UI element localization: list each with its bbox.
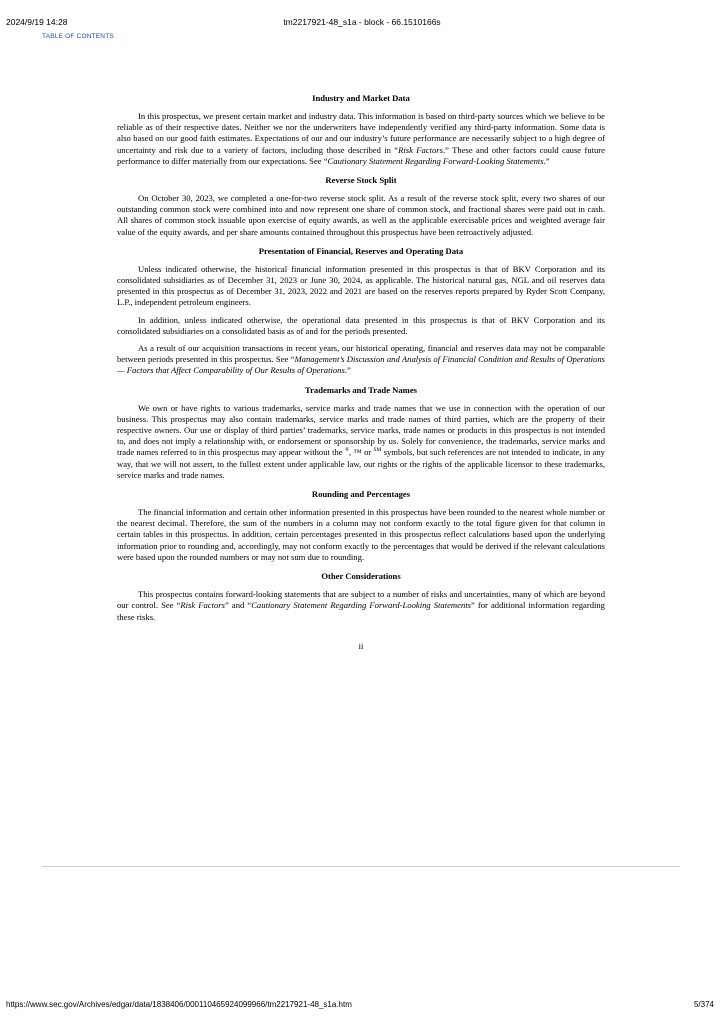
section-rounding	[117, 489, 605, 563]
section-heading: Other Considerations	[321, 571, 401, 582]
table-of-contents-link[interactable]: TABLE OF CONTENTS	[42, 33, 114, 40]
cautionary-statement-reference: Cautionary Statement Regarding Forward-Looking Statements	[327, 155, 544, 166]
paragraph: As a result of our acquisition transactions in recent years, our historical operating, financial and reserves data may not be comparable between periods presented in this prospectus. See “Management’s Discussion and Analysis of Financial Condition and Results of Operations — Factors that Affect Comparability of Our Results of Operations.”	[117, 343, 605, 376]
paragraph: On October 30, 2023, we completed a one-for-two reverse stock split. As a result of the reverse stock split, every two shares of our outstanding common stock were combined into and now represent one share of common stock, and fractional shares were paid out in cash. All shares of common stock issuable upon exercise of equity awards, as well as the applicable exercisable prices and weighted average fair value of the equity awards, and per share amounts contained throughout this prospectus have been retroactively adjusted.	[117, 193, 605, 237]
document-body	[117, 93, 605, 651]
section-heading: Reverse Stock Split	[325, 175, 397, 186]
print-footer-page-count: 5/374	[693, 1000, 714, 1009]
registered-symbol: ®	[344, 447, 350, 454]
section-heading: Presentation of Financial, Reserves and Operating Data	[258, 245, 464, 256]
print-footer-url: https://www.sec.gov/Archives/edgar/data/1838406/000110465924099966/tm2217921-48_s1a.htm	[6, 1000, 352, 1009]
page-divider	[42, 866, 680, 867]
paragraph: This prospectus contains forward-looking statements that are subject to a number of risks and uncertainties, many of which are beyond our control. See “Risk Factors” and “Cautionary Statement Regarding Forward-Looking Statements” for additional information regarding these risks.	[117, 589, 605, 622]
paragraph: Unless indicated otherwise, the historical financial information presented in this prospectus is that of BKV Corporation and its consolidated subsidiaries as of December 31, 2023 or June 30, 2024, as applicable. The historical natural gas, NGL and oil reserves data presented in this prospectus as of December 31, 2023, 2022 and 2021 are based on the reserves reports prepared by Ryder Scott Company, L.P., independent petroleum engineers.	[117, 263, 605, 308]
mdna-reference: Management’s Discussion and Analysis of Financial Condition and Results of Operations — Factors that Affect Comparability of Our Results of Operations	[117, 354, 605, 376]
paragraph: In addition, unless indicated otherwise, the operational data presented in this prospectus is that of BKV Corporation and its consolidated subsidiaries on a consolidated basis as of and for the periods presented.	[117, 314, 605, 336]
page-number: ii	[358, 640, 364, 651]
section-trademarks	[117, 385, 605, 481]
risk-factors-reference: Risk Factors	[398, 144, 443, 155]
risk-factors-reference: Risk Factors	[180, 600, 225, 611]
paragraph: In this prospectus, we present certain market and industry data. This information is based on third-party sources which we believe to be reliable as of their respective dates. Neither we nor the underwriters have independently verified any third-party information. Some data is also based on our good faith estimates. Expectations of our and our industry’s future performance are necessarily subject to a high degree of uncertainty and risk due to a variety of factors, including those described in “Risk Factors.” These and other factors could cause future performance to differ materially from our expectations. See “Cautionary Statement Regarding Forward-Looking Statements.”	[117, 111, 605, 166]
paragraph: The financial information and certain other information presented in this prospectus have been rounded to the nearest whole number or the nearest decimal. Therefore, the sum of the numbers in a column may not conform exactly to the total figure given for that column in certain tables in this prospectus. In addition, certain percentages presented in this prospectus reflect calculations based upon the underlying information prior to rounding and, accordingly, may not conform exactly to the percentages that would be derived if the relevant calculations were based upon the rounded numbers or may not sum due to rounding.	[117, 507, 605, 562]
cautionary-statement-reference: Cautionary Statement Regarding Forward-Looking Statements	[251, 600, 471, 611]
section-heading: Trademarks and Trade Names	[305, 384, 417, 395]
service-mark-symbol: SM	[373, 447, 382, 454]
print-doc-title: tm2217921-48_s1a - block - 66.1510166s	[283, 17, 441, 27]
section-other-considerations	[117, 571, 605, 623]
section-reverse-stock-split	[117, 175, 605, 238]
paragraph: We own or have rights to various trademarks, service marks and trade names that we use in connection with the operation of our business. This prospectus may also contain trademarks, service marks and trade names of third parties, which are the property of their respective owners. Our use or display of third parties’ trademarks, service marks, trade names or products in this prospectus is not intended to, and does not imply a relationship with, or endorsement or sponsorship by us. Solely for convenience, the trademarks, service marks and trade names referred to in this prospectus may appear without the ®, ™ or ℠ symbols, but such references are not intended to indicate, in any way, that we will not assert, to the fullest extent under applicable law, our rights or the rights of the applicable licensor to these trademarks, service marks and trade names.	[117, 402, 605, 480]
section-heading: Rounding and Percentages	[311, 489, 411, 500]
section-heading: Industry and Market Data	[312, 93, 410, 103]
section-presentation-data	[117, 246, 605, 377]
section-industry-market-data	[117, 93, 605, 167]
print-datetime: 2024/9/19 14:28	[6, 17, 68, 27]
browser-print-header	[0, 0, 724, 30]
